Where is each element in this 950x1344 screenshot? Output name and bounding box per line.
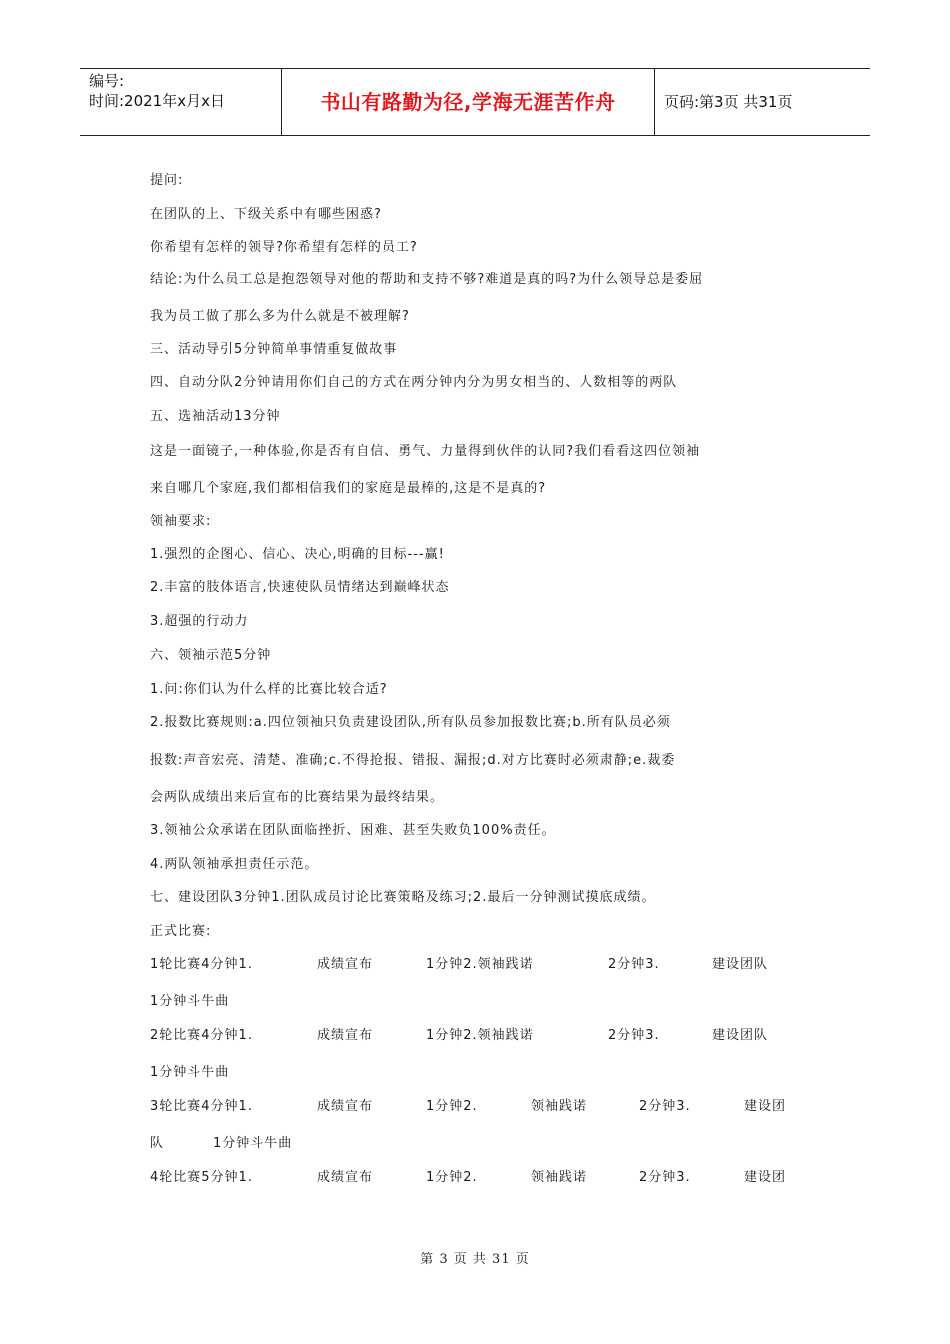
round-music: 1分钟斗牛曲	[150, 994, 230, 1009]
text-line: 3.超强的行动力	[150, 614, 249, 629]
round-leader-promise: 领袖践诺	[531, 1170, 588, 1185]
text-line: 你希望有怎样的领导?你希望有怎样的员工?	[150, 240, 418, 255]
round-team-build: 建设团	[744, 1099, 787, 1114]
round-leader-promise: 1分钟2.领袖践诺	[426, 957, 534, 972]
round-duration: 2分钟3.	[608, 1028, 660, 1043]
round-leader-promise: 领袖践诺	[531, 1099, 588, 1114]
text-line: 四、自动分队2分钟请用你们自己的方式在两分钟内分为男女相当的、人数相等的两队	[150, 375, 678, 390]
round-label: 4轮比赛5分钟1.	[150, 1170, 253, 1185]
round-team-build: 建设团	[744, 1170, 787, 1185]
page-footer: 第 3 页 共 31 页	[420, 1252, 530, 1267]
text-line: 4.两队领袖承担责任示范。	[150, 857, 319, 872]
round-duration: 2分钟3.	[608, 957, 660, 972]
page-header	[80, 68, 870, 136]
text-line: 五、选袖活动13分钟	[150, 409, 281, 424]
round-team-build: 建设团队	[712, 957, 769, 972]
text-line: 来自哪几个家庭,我们都相信我们的家庭是最棒的,这是不是真的?	[150, 481, 547, 496]
round-score-announce: 成绩宣布	[317, 1099, 374, 1114]
text-line: 1.问:你们认为什么样的比赛比较合适?	[150, 682, 388, 697]
text-line: 三、活动导引5分钟简单事情重复做故事	[150, 342, 398, 357]
round-duration: 2分钟3.	[639, 1170, 691, 1185]
text-line: 1.强烈的企图心、信心、决心,明确的目标---赢!	[150, 547, 445, 562]
round-music: 1分钟斗牛曲	[150, 1065, 230, 1080]
text-line: 七、建设团队3分钟1.团队成员讨论比赛策略及练习;2.最后一分钟测试摸底成绩。	[150, 890, 656, 905]
header-meta	[80, 69, 282, 135]
round-step: 1分钟2.	[426, 1099, 478, 1114]
header-page-info: 页码:第3页 共31页	[664, 93, 793, 111]
time-label: 时间:2021年x月x日	[89, 92, 225, 110]
round-team-build: 建设团队	[712, 1028, 769, 1043]
round-team-build-cont: 队	[150, 1136, 165, 1151]
text-line: 领袖要求:	[150, 514, 212, 529]
round-label: 3轮比赛4分钟1.	[150, 1099, 253, 1114]
text-line: 会两队成绩出来后宣布的比赛结果为最终结果。	[150, 790, 445, 805]
round-duration: 2分钟3.	[639, 1099, 691, 1114]
text-line: 这是一面镜子,一种体验,你是否有自信、勇气、力量得到伙伴的认同?我们看看这四位领袖	[150, 444, 701, 459]
round-label: 1轮比赛4分钟1.	[150, 957, 253, 972]
text-line: 在团队的上、下级关系中有哪些困惑?	[150, 207, 382, 222]
header-motto: 书山有路勤为径,学海无涯苦作舟	[282, 69, 655, 135]
round-label: 2轮比赛4分钟1.	[150, 1028, 253, 1043]
text-line: 结论:为什么员工总是抱怨领导对他的帮助和支持不够?难道是真的吗?为什么领导总是委屈	[150, 272, 704, 287]
round-step: 1分钟2.	[426, 1170, 478, 1185]
text-line: 提问:	[150, 173, 184, 188]
text-line: 正式比赛:	[150, 924, 212, 939]
round-leader-promise: 1分钟2.领袖践诺	[426, 1028, 534, 1043]
text-line: 2.报数比赛规则:a.四位领袖只负责建设团队,所有队员参加报数比赛;b.所有队员必须	[150, 715, 671, 730]
text-line: 3.领袖公众承诺在团队面临挫折、困难、甚至失败负100%责任。	[150, 823, 556, 838]
text-line: 报数:声音宏亮、清楚、准确;c.不得抢报、错报、漏报;d.对方比赛时必须肃静;e.裁委	[150, 753, 676, 768]
number-label: 编号:	[89, 72, 125, 90]
text-line: 2.丰富的肢体语言,快速使队员情绪达到巅峰状态	[150, 580, 450, 595]
round-score-announce: 成绩宣布	[317, 1170, 374, 1185]
round-score-announce: 成绩宣布	[317, 1028, 374, 1043]
text-line: 六、领袖示范5分钟	[150, 648, 272, 663]
text-line: 我为员工做了那么多为什么就是不被理解?	[150, 309, 410, 324]
round-music: 1分钟斗牛曲	[213, 1136, 293, 1151]
round-score-announce: 成绩宣布	[317, 957, 374, 972]
